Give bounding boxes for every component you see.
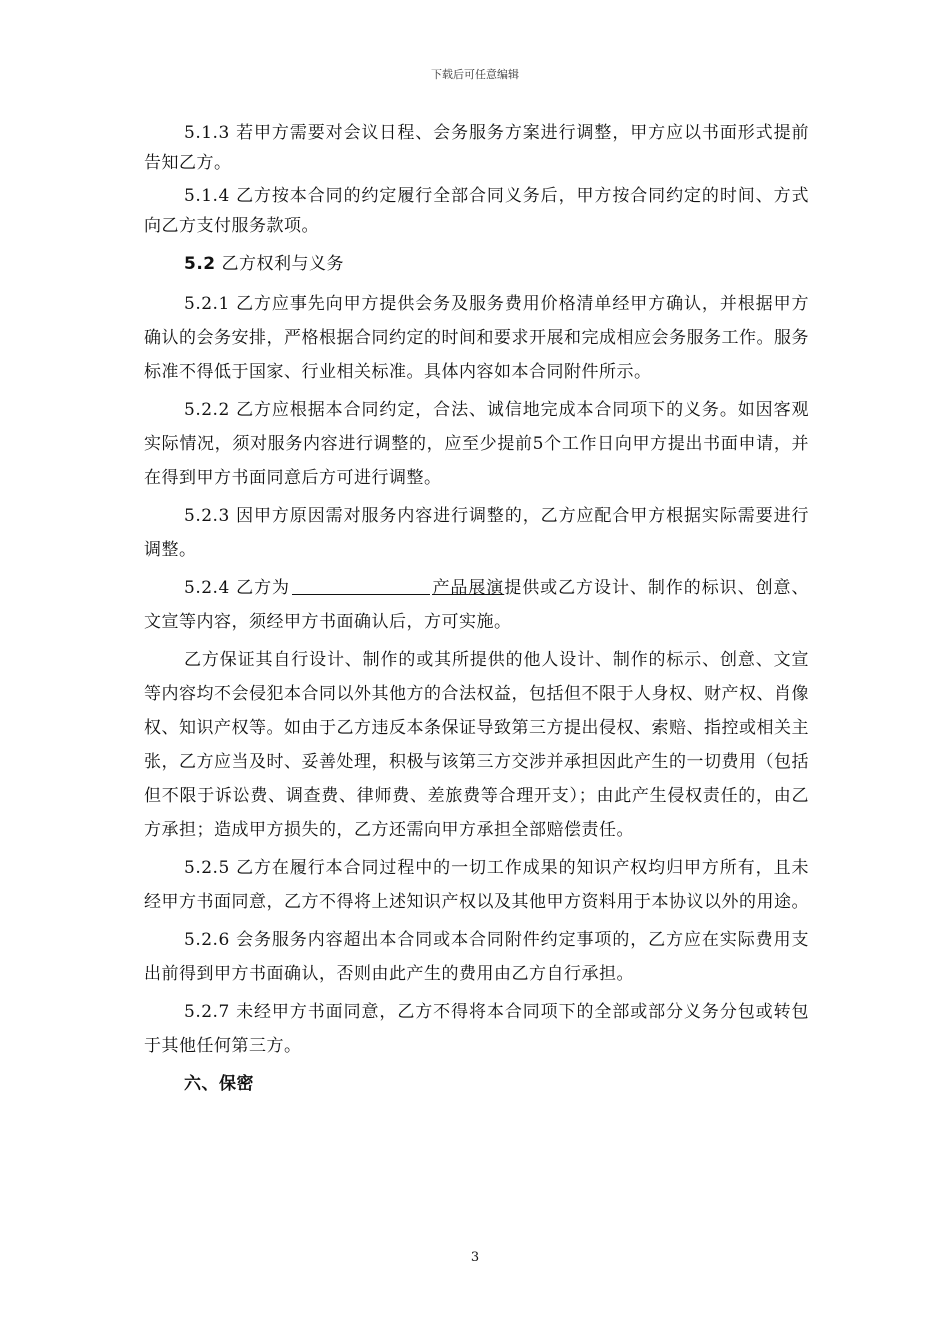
clause-5-2-7: 5.2.7 未经甲方书面同意，乙方不得将本合同项下的全部或部分义务分包或转包于其他任何第三方。: [144, 1002, 809, 1056]
clause-5-2-6: 5.2.6 会务服务内容超出本合同或本合同附件约定事项的，乙方应在实际费用支出前得到甲方书面确认，否则由此产生的费用由乙方自行承担。: [144, 930, 809, 984]
section-6-title: 六、保密: [184, 1074, 254, 1094]
page-number: 3: [470, 1250, 480, 1265]
document-body: [144, 118, 809, 1101]
product-showcase-text: 产品展演: [431, 578, 505, 598]
fill-in-blank[interactable]: [292, 576, 430, 595]
clause-5-2-4-guarantee: 乙方保证其自行设计、制作的或其所提供的他人设计、制作的标示、创意、文宣等内容均不会侵犯本合同以外其他方的合法权益，包括但不限于人身权、财产权、肖像权、知识产权等。如由于乙方违反本条保证导致第三方提出侵权、索赔、指控或相关主张，乙方应当及时、妥善处理，积极与该第三方交涉并承担因此产生的一切费用（包括但不限于诉讼费、调查费、律师费、差旅费等合理开支）；由此产生侵权责任的，由乙方承担；造成甲方损失的，乙方还需向甲方承担全部赔偿责任。: [144, 650, 809, 840]
section-title: 乙方权利与义务: [221, 254, 345, 274]
clause-5-2-4-suffix: 提供或乙方设计、制作的标识、创意、文宣等内容，须经甲方书面确认后，方可实施。: [144, 578, 809, 632]
clause-5-2-5: 5.2.5 乙方在履行本合同过程中的一切工作成果的知识产权均归甲方所有，且未经甲方书面同意，乙方不得将上述知识产权以及其他甲方资料用于本协议以外的用途。: [144, 858, 809, 912]
section-heading-6: [144, 1067, 809, 1101]
clause-5-1-4: 5.1.4 乙方按本合同的约定履行全部合同义务后，甲方按合同约定的时间、方式向乙方支付服务款项。: [144, 186, 809, 236]
clause-5-2-2: 5.2.2 乙方应根据本合同约定，合法、诚信地完成本合同项下的义务。如因客观实际情况，须对服务内容进行调整的，应至少提前5个工作日向甲方提出书面申请，并在得到甲方书面同意后方可进行调整。: [144, 400, 809, 488]
clause-5-2-4: [144, 571, 809, 639]
clause-5-2-4-prefix: 5.2.4 乙方为: [184, 578, 290, 598]
clause-5-2-3: 5.2.3 因甲方原因需对服务内容进行调整的，乙方应配合甲方根据实际需要进行调整。: [144, 506, 809, 560]
clause-5-2-1: 5.2.1 乙方应事先向甲方提供会务及服务费用价格清单经甲方确认，并根据甲方确认的会务安排，严格根据合同约定的时间和要求开展和完成相应会务服务工作。服务标准不得低于国家、行业相关标准。具体内容如本合同附件所示。: [144, 294, 809, 382]
section-number: 5.2: [184, 254, 216, 274]
section-heading-5-2: [144, 247, 809, 281]
page-header: 下载后可任意编辑: [431, 68, 519, 81]
clause-5-1-3: 5.1.3 若甲方需要对会议日程、会务服务方案进行调整，甲方应以书面形式提前告知乙方。: [144, 123, 809, 173]
